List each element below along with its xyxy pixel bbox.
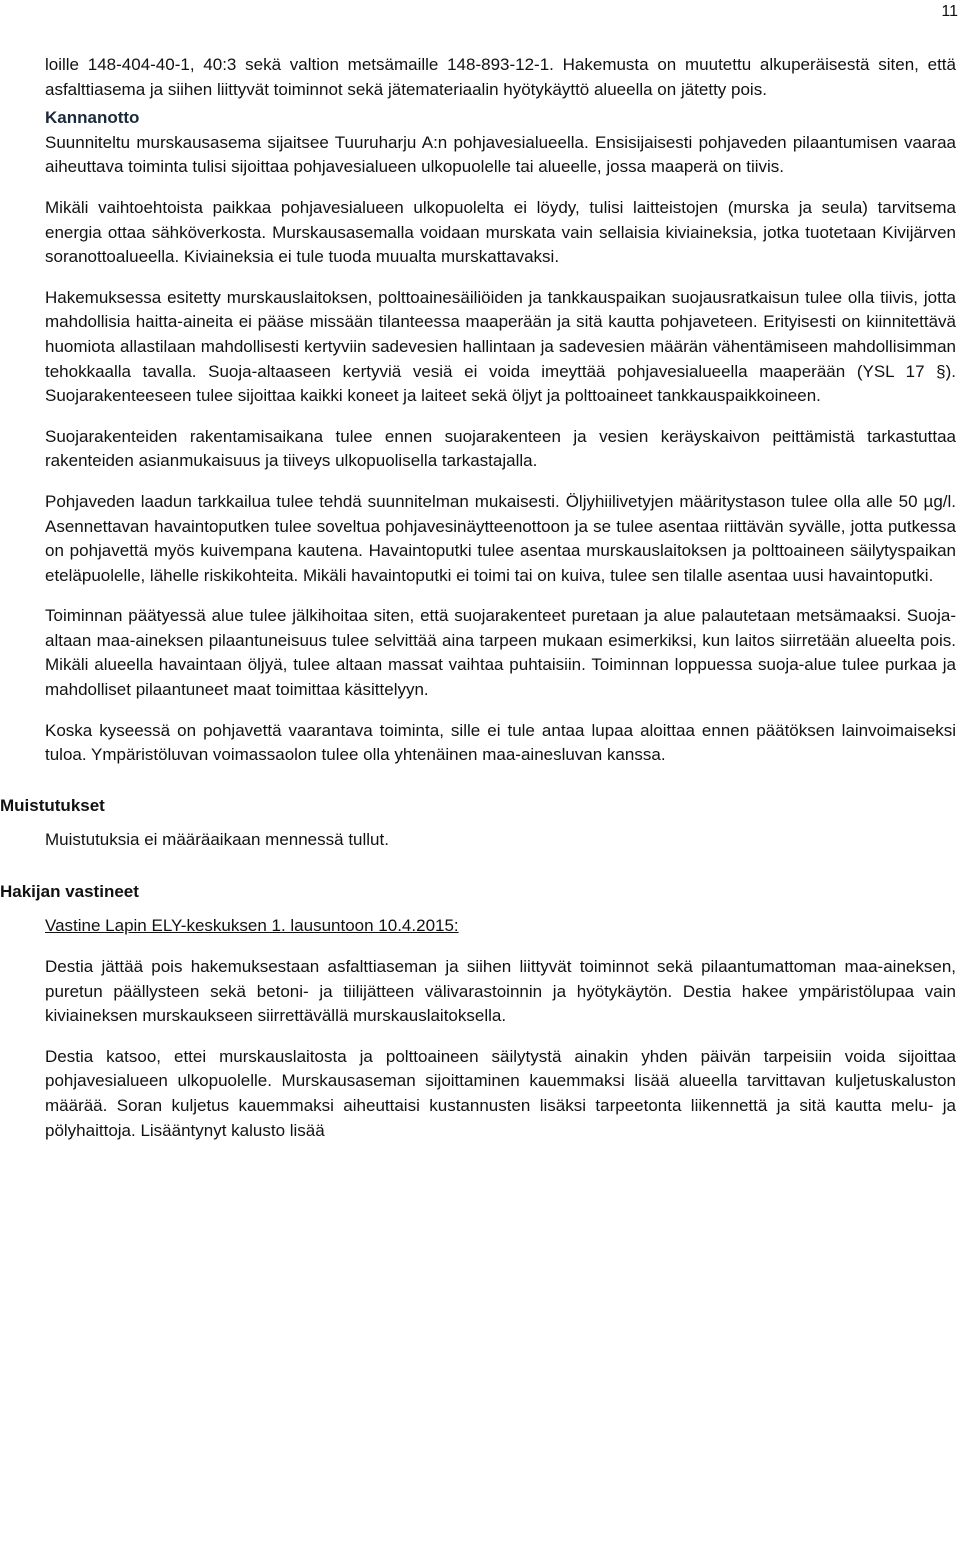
intro-paragraph: loille 148-404-40-1, 40:3 sekä valtion metsämaille 148-893-12-1. Hakemusta on muutettu alkuperäisestä siten, että asfalttiasema ja siihen liittyvät toiminnot sekä jätemateriaalin hyötykäyttö alueella on jätetty pois. (45, 55, 956, 99)
vastineet-subheading (45, 914, 956, 939)
vastine-title: Vastine Lapin ELY-keskuksen 1. lausuntoon 10.4.2015: (45, 916, 459, 936)
muistutukset-text: Muistutuksia ei määräaikaan mennessä tullut. (45, 829, 389, 849)
document-body (0, 53, 956, 1159)
statement-paragraph-4: Suojarakenteiden rakentamisaikana tulee ennen suojarakenteen ja vesien keräyskaivon peittämistä tarkastuttaa rakenteiden asianmukaisuus ja tiiveys ulkopuolisella tarkastajalla. (45, 426, 956, 471)
page-number: 11 (941, 3, 958, 20)
statement-paragraph-2: Mikäli vaihtoehtoista paikkaa pohjavesialueen ulkopuolelta ei löydy, tulisi laitteistojen (murska ja seula) tarvitsema energia ottaa sähköverkosta. Murskausasemalla voidaan murskata vain sellaisia kiviaineksia, jotka tuotetaan Kivijärven soranottoalueella. Kiviaineksia ei tule tuoda muualta murskattavaksi. (45, 197, 956, 267)
vastineet-heading: Hakijan vastineet (0, 882, 139, 902)
vastineet-paragraph-2: Destia katsoo, ettei murskauslaitosta ja polttoaineen säilytystä ainakin yhden päivän tarpeisiin voida sijoittaa pohjavesialueen ulkopuolelle. Murskausaseman sijoittaminen kauemmaksi lisää alueella tarvittavan kuljetuskaluston määrää. Soran kuljetus kauemmaksi aiheuttaisi kustannusten lisäksi tarpeetonta liikennettä ja sitä kautta melu- ja pölyhaittoja. Lisääntynyt kalusto lisää (45, 1046, 956, 1140)
statement-paragraph-1: Suunniteltu murskausasema sijaitsee Tuuruharju A:n pohjavesialueella. Ensisijaisesti pohjaveden pilaantumisen vaaraa aiheuttava toiminta tulisi sijoittaa pohjavesialueen ulkopuolelle tai alueelle, jossa maaperä on tiivis. (45, 132, 956, 177)
muistutukset-heading: Muistutukset (0, 795, 105, 815)
statement-paragraph-3: Hakemuksessa esitetty murskauslaitoksen, polttoainesäiliöiden ja tankkauspaikan suojausratkaisun tulee olla tiivis, jotta mahdollisia haitta-aineita ei pääse missään tilanteessa maaperään ja sitä kautta pohjaveteen. Erityisesti on kiinnitettävä huomiota allastilaan mahdollisesti kertyviin sadevesien hallintaan ja sadevesien määrän vähentämiseen mahdollisimman tehokkaalla tavalla. Suoja-altaaseen kertyviä vesiä ei voida imeyttää pohjavesialueella maaperään (YSL 17 §). Suojarakenteeseen tulee sijoittaa kaikki koneet ja laiteet sekä öljyt ja polttoaineet tankkauspaikkoineen. (45, 287, 956, 406)
statement-paragraph-5: Pohjaveden laadun tarkkailua tulee tehdä suunnitelman mukaisesti. Öljyhiilivetyjen määritystason tulee olla alle 50 µg/l. Asennettavan havaintoputken tulee soveltua pohjavesinäytteenottoon ja se tulee asentaa riittävän syvälle, jotta putkessa on pohjavettä myös kuivempana kautena. Havaintoputki tulee asentaa murskauslaitoksen ja polttoaineen säilytyspaikan eteläpuolelle, lähelle riskikohteita. Mikäli havaintoputki ei toimi tai on kuiva, tulee sen tilalle asentaa uusi havaintoputki. (45, 491, 956, 585)
vastineet-paragraph-1: Destia jättää pois hakemuksestaan asfalttiaseman ja siihen liittyvät toiminnot sekä pilaantumattoman maa-aineksen, puretun päällysteen sekä betoni- ja tiilijätteen välivarastoinnin ja hyötykäytön. Destia hakee ympäristölupaa vain kiviaineksen murskaukseen siirrettävällä murskauslaitoksella. (45, 957, 956, 1026)
statement-paragraph-7: Koska kyseessä on pohjavettä vaarantava toiminta, sille ei tule antaa lupaa aloittaa ennen päätöksen lainvoimaiseksi tuloa. Ympäristöluvan voimassaolon tulee olla yhtenäinen maa-ainesluvan kanssa. (45, 720, 956, 765)
statement-paragraph-6: Toiminnan päätyessä alue tulee jälkihoitaa siten, että suojarakenteet puretaan ja alue palautetaan metsämaaksi. Suoja-altaan maa-aineksen pilaantuneisuus tulee selvittää aina tarpeen mukaan esimerkiksi, kun laitos siirretään alueelta pois. Mikäli alueella havaintaan öljyä, tulee altaan massat vaihtaa puhtaisiin. Toiminnan loppuessa suoja-alue tulee purkaa ja mahdolliset pilaantuneet maat toimittaa käsittelyyn. (45, 606, 956, 700)
statement-heading: Kannanotto (45, 108, 140, 128)
